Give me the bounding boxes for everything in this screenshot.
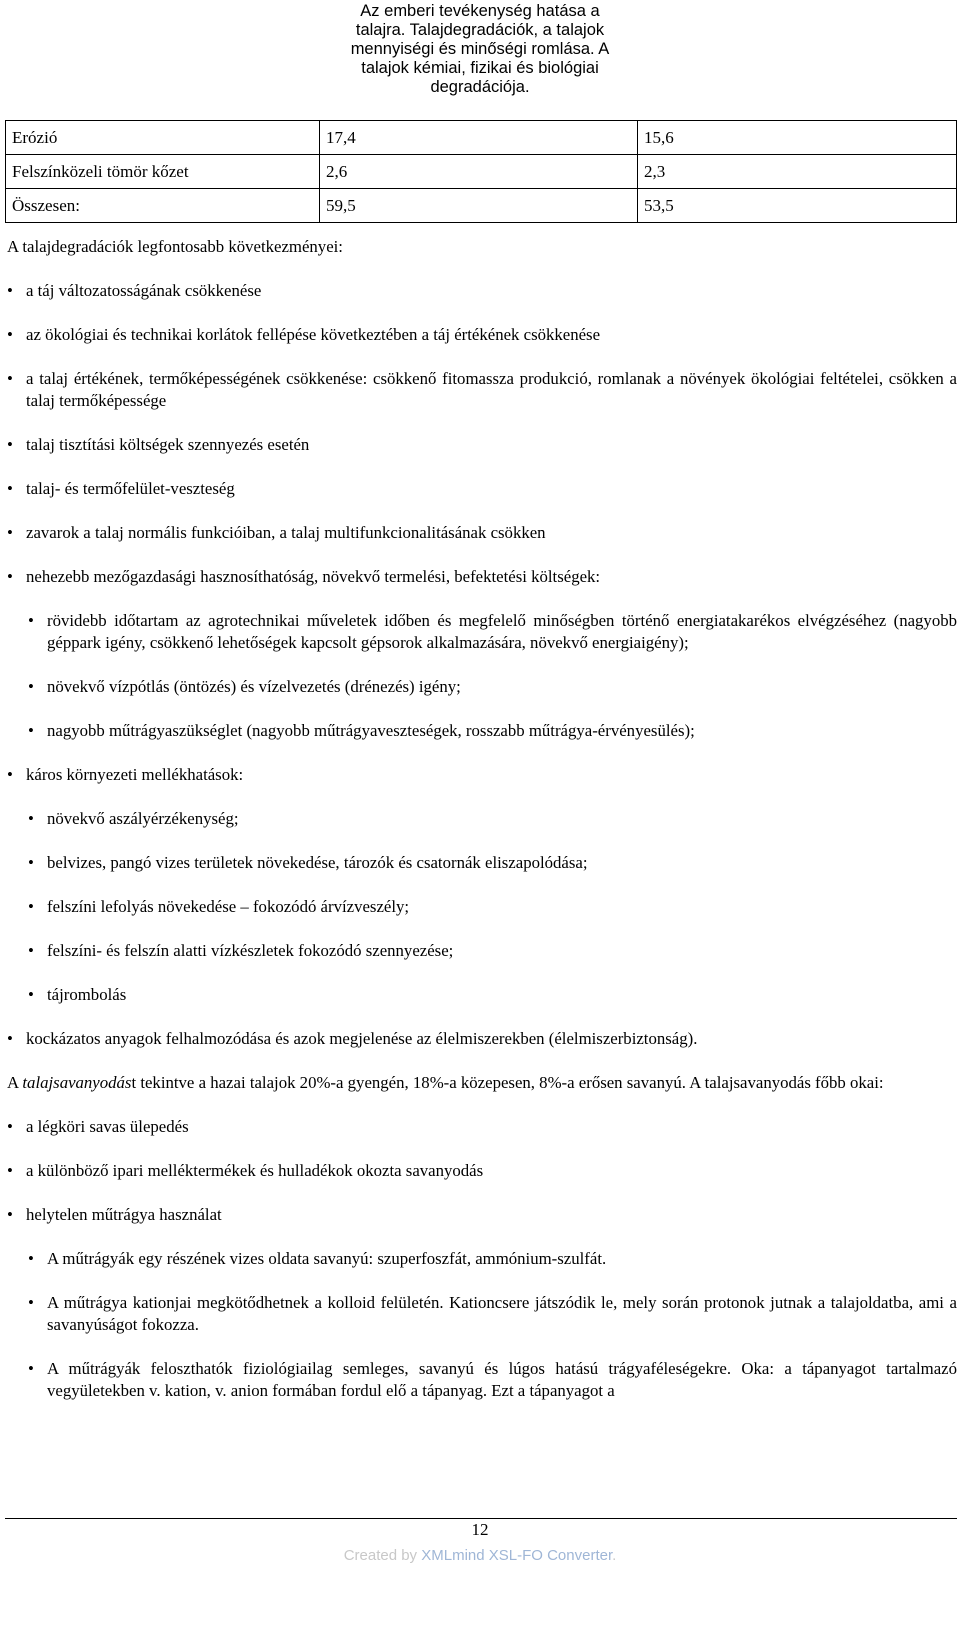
sub-list-item: • belvizes, pangó vizes területek növekedése, tározók és csatornák eliszapolódása;: [26, 852, 957, 874]
sub-list-item: • növekvő aszályérzékenység;: [26, 808, 957, 830]
sub-list-item: • tájrombolás: [26, 984, 957, 1006]
list-item-label: helytelen műtrágya használat: [26, 1205, 222, 1224]
acidification-paragraph: [7, 1072, 957, 1094]
sub-list-item: • A műtrágyák feloszthatók fiziológiailag semleges, savanyú és lúgos hatású trágyaféleségekre. Oka: a tápanyagot tartalmazó vegyületekben v. kation, v. anion formában fordul elő a tápanyag. Ezt a tápanyagot a: [26, 1358, 957, 1402]
header-line: mennyiségi és minőségi romlása. A: [350, 40, 610, 58]
sub-list-item: • nagyobb műtrágyaszükséglet (nagyobb műtrágyaveszteségek, rosszabb műtrágya-érvényesülés);: [26, 720, 957, 742]
consequences-list: [7, 280, 957, 1050]
table-cell: 53,5: [638, 189, 957, 223]
list-item-label: káros környezeti mellékhatások:: [26, 765, 244, 784]
credit-prefix: Created by: [343, 1547, 422, 1564]
table-cell: Összesen:: [6, 189, 320, 223]
main-content: [7, 236, 957, 1424]
list-item: [7, 1204, 957, 1402]
list-item: • a talaj értékének, termőképességének csökkenése: csökkenő fitomassza produkció, romlanak a növények ökológiai feltételei, csökken a talaj termőképessége: [7, 368, 957, 412]
causes-list: [7, 1116, 957, 1402]
list-item: • talaj- és termőfelület-veszteség: [7, 478, 957, 500]
list-item: [7, 764, 957, 1006]
emphasis-term: talajsavanyodás: [22, 1073, 132, 1092]
sub-list-item: • növekvő vízpótlás (öntözés) és vízelvezetés (drénezés) igény;: [26, 676, 957, 698]
header-line: degradációja.: [430, 78, 530, 96]
credit-suffix: .: [612, 1547, 617, 1564]
converter-credit: [0, 1547, 960, 1564]
table-row: [6, 189, 957, 223]
intro-paragraph: A talajdegradációk legfontosabb következményei:: [7, 237, 343, 256]
table-cell: 2,3: [638, 155, 957, 189]
sub-list-item: • A műtrágya kationjai megkötődhetnek a kolloid felületén. Kationcsere játszódik le, mely során protonok jutnak a talajoldatba, ami a savanyúságot fokozza.: [26, 1292, 957, 1336]
table-cell: 17,4: [320, 121, 638, 155]
sub-list-item: • felszíni lefolyás növekedése – fokozódó árvízveszély;: [26, 896, 957, 918]
running-header: [330, 2, 630, 97]
table-row: [6, 155, 957, 189]
page-number: 12: [471, 1520, 489, 1539]
list-item: • az ökológiai és technikai korlátok fellépése következtében a táj értékének csökkenése: [7, 324, 957, 346]
table-row: [6, 121, 957, 155]
table-cell: 59,5: [320, 189, 638, 223]
degradation-table: [5, 120, 957, 223]
table-cell: Erózió: [6, 121, 320, 155]
table-cell: 15,6: [638, 121, 957, 155]
credit-brand: XMLmind XSL-FO Converter: [421, 1547, 613, 1564]
list-item: • kockázatos anyagok felhalmozódása és azok megjelenése az élelmiszerekben (élelmiszerbiztonság).: [7, 1028, 957, 1050]
sub-list-item: • rövidebb időtartam az agrotechnikai műveletek időben és megfelelő minőségben történő energiatakarékos elvégzéséhez (nagyobb géppark igény, csökkenő lehetőségek kapcsolt gépsorok alkalmazására, növekvő energiaigény);: [26, 610, 957, 654]
sub-list-item: • felszíni- és felszín alatti vízkészletek fokozódó szennyezése;: [26, 940, 957, 962]
sub-list: [26, 610, 957, 742]
list-item: • a légköri savas ülepedés: [7, 1116, 957, 1138]
header-line: talajra. Talajdegradációk, a talajok: [355, 21, 605, 39]
list-item: [7, 566, 957, 742]
sub-list: [26, 1248, 957, 1402]
text-run: A: [7, 1073, 23, 1092]
footer-divider: [5, 1518, 957, 1519]
table-cell: 2,6: [320, 155, 638, 189]
list-item: • a táj változatosságának csökkenése: [7, 280, 957, 302]
table-cell: Felszínközeli tömör kőzet: [6, 155, 320, 189]
list-item-label: nehezebb mezőgazdasági hasznosíthatóság, növekvő termelési, befektetési költségek:: [26, 567, 601, 586]
sub-list: [26, 808, 957, 1006]
list-item: • talaj tisztítási költségek szennyezés esetén: [7, 434, 957, 456]
list-item: • a különböző ipari melléktermékek és hulladékok okozta savanyodás: [7, 1160, 957, 1182]
text-run: t tekintve a hazai talajok 20%-a gyengén, 18%-a közepesen, 8%-a erősen savanyú. A talajsavanyodás főbb okai:: [131, 1073, 884, 1092]
header-line: talajok kémiai, fizikai és biológiai: [361, 59, 599, 77]
sub-list-item: • A műtrágyák egy részének vizes oldata savanyú: szuperfoszfát, ammónium-szulfát.: [26, 1248, 957, 1270]
header-line: Az emberi tevékenység hatása a: [360, 2, 600, 20]
list-item: • zavarok a talaj normális funkcióiban, a talaj multifunkcionalitásának csökken: [7, 522, 957, 544]
